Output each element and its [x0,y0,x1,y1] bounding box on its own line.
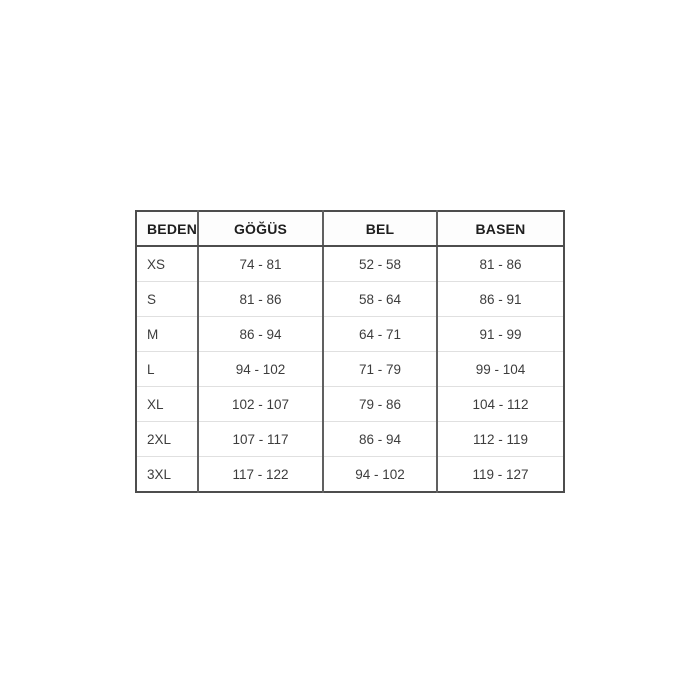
size-label: 2XL [136,422,198,457]
table-row-xl [136,387,564,422]
waist-range: 64 - 71 [323,317,437,352]
chest-range: 94 - 102 [198,352,323,387]
chest-range: 107 - 117 [198,422,323,457]
table-row-m [136,317,564,352]
size-label: S [136,282,198,317]
hip-range: 112 - 119 [437,422,564,457]
hip-range: 104 - 112 [437,387,564,422]
chest-range: 81 - 86 [198,282,323,317]
waist-range: 58 - 64 [323,282,437,317]
chest-range: 102 - 107 [198,387,323,422]
chest-range: 74 - 81 [198,246,323,282]
size-label: XS [147,256,166,272]
waist-range: 86 - 94 [323,422,437,457]
chest-range: 117 - 122 [198,457,323,493]
table-row-3xl [136,457,564,493]
size-label: XL [136,387,198,422]
waist-range: 71 - 79 [323,352,437,387]
size-label: L [136,352,198,387]
table-row-s [136,282,564,317]
hip-range: 86 - 91 [437,282,564,317]
column-header-size: BEDEN [136,211,198,246]
waist-range: 94 - 102 [323,457,437,493]
hip-range: 91 - 99 [437,317,564,352]
table-row-2xl [136,422,564,457]
hip-range: 81 - 86 [437,246,564,282]
chest-range: 86 - 94 [198,317,323,352]
column-header-hip: BASEN [437,211,564,246]
size-label: M [136,317,198,352]
header-row [136,211,564,246]
size-chart-table [135,210,565,493]
hip-range: 99 - 104 [437,352,564,387]
waist-range: 79 - 86 [323,387,437,422]
waist-range: 52 - 58 [323,246,437,282]
column-header-waist: BEL [323,211,437,246]
size-label: 3XL [136,457,198,493]
table-row-xs [136,246,564,282]
hip-range: 119 - 127 [437,457,564,493]
table-row-l [136,352,564,387]
column-header-chest: GÖĞÜS [198,211,323,246]
